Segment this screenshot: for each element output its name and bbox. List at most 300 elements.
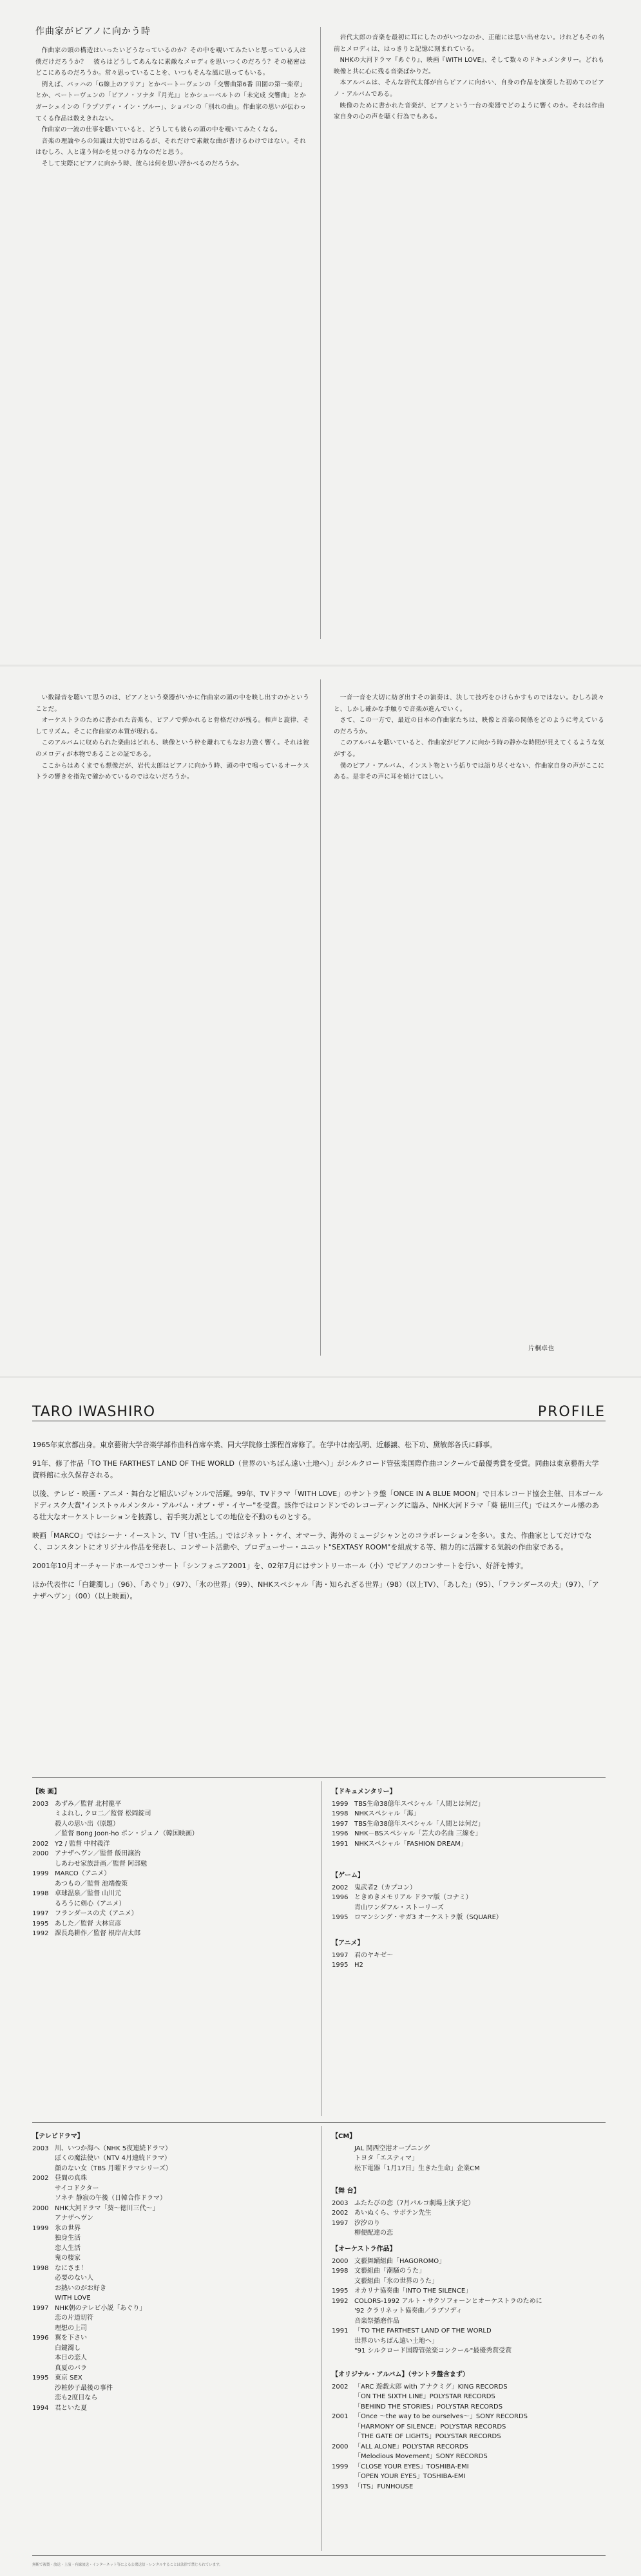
credit-year: 2002 [32, 2175, 49, 2182]
credit-title: ／監督 Bong Joon-ho ポン・ジュノ（韓国映画） [55, 1830, 198, 1837]
profile-panel [0, 1378, 641, 2576]
credit-item [332, 2382, 609, 2392]
credit-title: WITH LOVE [55, 2295, 91, 2302]
section-heading: 【オリジナル・アルバム】（サントラ盤含まず） [332, 2371, 469, 2378]
credit-title: 君のヤキゼ〜 [354, 1951, 393, 1959]
credit-title: TBS生命38億年スペシャル「人間とは何だ」 [354, 1800, 484, 1808]
credit-item [32, 2304, 309, 2314]
section-heading: 【アニメ】 [332, 1940, 364, 1947]
credit-year: 1999 [32, 1870, 49, 1877]
credit-year: 1992 [332, 2297, 349, 2305]
credit-item [332, 1829, 609, 1839]
credit-year: 2000 [32, 2204, 49, 2212]
credit-year: 1997 [332, 1951, 349, 1959]
credit-year [332, 2452, 354, 2462]
credits-cm [332, 2132, 609, 2174]
credit-year [32, 2244, 55, 2254]
bio-paragraph: 映画「MARCO」ではシーナ・イーストン、TV「甘い生活。」ではジネット・ケイ、オマーラ、海外のミュージシャンとのコラボレーションを多い。また、作曲家としてだけでなく、コンスタントにオリジナル作品を発表し、コンサート活動や、プロデューサー・ユニット"SEXTASY ROOM"を組成する等、精力的に活躍する気鋭の作曲家である。 [32, 1531, 592, 1551]
credit-title: 恋の片道切符 [55, 2315, 93, 2322]
credit-item [32, 2383, 309, 2394]
credit-item [332, 2346, 609, 2356]
artist-name: TARO IWASHIRO [32, 1404, 156, 1420]
credit-title: なにさま！ [55, 2264, 87, 2272]
credit-title: 「OPEN YOUR EYES」TOSHIBA-EMI [354, 2473, 466, 2480]
essay-paragraph: 岩代太郎の音楽を最初に耳にしたのがいつなのか、正確には思い出せない。けれどもその名前とメロディは、はっきりと記憶に刻まれている。 [334, 34, 604, 53]
credit-year [32, 2233, 55, 2244]
credit-item [332, 1913, 609, 1923]
credit-title: あつもの／監督 池端俊策 [55, 1880, 128, 1888]
credit-year: 2003 [332, 2199, 349, 2207]
credit-year [332, 2422, 354, 2432]
credit-year [32, 2284, 55, 2294]
credit-item [332, 2472, 609, 2482]
credits-orchestra [332, 2244, 609, 2356]
credit-title: 文藝組曲「氷の世界のうた」 [354, 2277, 438, 2285]
section-rule [32, 1777, 606, 1778]
credit-item [32, 2393, 309, 2403]
credit-title: あずみ／監督 北村龍平 [55, 1800, 122, 1808]
column-divider [320, 27, 321, 639]
credit-year [32, 1829, 55, 1839]
essay-paragraph: 音楽の理論やらの知識は大切ではあるが、それだけで素敵な曲が書けるわけではない。それはむしろ、人と違う何かを見つける力なのだと思う。 [35, 137, 306, 156]
profile-header [32, 1404, 606, 1421]
credit-title: 「THE GATE OF LIGHTS」POLYSTAR RECORDS [354, 2433, 501, 2440]
essay-right-column [334, 32, 604, 123]
credit-year [32, 1809, 55, 1819]
credit-year [32, 2313, 55, 2324]
credit-item [332, 2452, 609, 2462]
essay-paragraph: 作曲家の頭の構造はいったいどうなっているのか？その中を覗いてみたいと思っている人は僕だけだろうか？ 彼らはどうしてあんなに素敵なメロディを思いつくのだろう？その秘密はどこにあるのだろうか。常々思っていることを、いつもそんな風に思ってもいる。 [35, 47, 306, 77]
credit-year: 1997 [332, 2219, 349, 2227]
credit-title: 青山ワンダフル・ストーリーズ [354, 1904, 444, 1911]
credit-title: 「Melodious Movement」SONY RECORDS [354, 2453, 488, 2460]
credit-item [32, 1799, 309, 1810]
profile-heading: PROFILE [537, 1404, 606, 1420]
credit-title: 君といた夏 [55, 2404, 87, 2412]
credit-year [332, 2154, 354, 2164]
credit-year: 2002 [332, 1884, 349, 1891]
credit-item [32, 2244, 309, 2254]
essay-paragraph: 本アルバムは、そんな岩代太郎が自らピアノに向かい、自身の作品を演奏した初めてのピアノ・アルバムである。 [334, 79, 604, 98]
bio-paragraph: 91年、修了作品「TO THE FARTHEST LAND OF THE WORLD（世界のいちばん遠い土地へ）」がシルクロード管弦楽国際作曲コンクールで最優秀賞を受賞。同曲は東京藝術大学資料館に永久保存される。 [32, 1459, 599, 1479]
credit-year: 1996 [32, 2334, 49, 2342]
credit-item [332, 2277, 609, 2287]
credit-title: 「Once 〜the way to be ourselves〜」SONY RECORDS [354, 2413, 528, 2420]
credit-year [32, 2213, 55, 2224]
credit-year: 2002 [32, 1840, 49, 1848]
credit-item [32, 2324, 309, 2334]
credit-year [32, 2253, 55, 2264]
credit-title: 柳便配達の恋 [354, 2230, 393, 2237]
credit-year [332, 1903, 354, 1913]
credit-year: 1993 [332, 2483, 349, 2490]
credit-item [32, 2313, 309, 2324]
credit-title: NHK朝のテレビ小説「あぐり」 [55, 2304, 146, 2312]
credit-item [332, 2442, 609, 2452]
essay-panel-2 [0, 667, 641, 1378]
credit-year [332, 2144, 354, 2154]
credit-year: 1999 [332, 1800, 349, 1808]
credit-item [332, 2257, 609, 2267]
credit-item [332, 2208, 609, 2219]
section-heading: 【テレビドラマ】 [32, 2133, 84, 2140]
credits-game [332, 1871, 609, 1923]
credit-item [32, 1919, 309, 1929]
credit-year: 1999 [332, 2463, 349, 2470]
credit-year [332, 2346, 354, 2356]
credit-year: 1995 [332, 1914, 349, 1921]
section-rule [32, 2122, 606, 2123]
credit-year [32, 2273, 55, 2284]
credit-year [32, 2393, 55, 2403]
credit-title: 「ARC 遊戯太郎 with アナクミグ」KING RECORDS [354, 2383, 508, 2391]
essay-panel-1 [0, 0, 641, 667]
credit-year [32, 2324, 55, 2334]
credit-title: ふたたびの恋（7月パルコ劇場上演予定） [354, 2199, 475, 2207]
credit-year: 1996 [332, 1894, 349, 1901]
credit-item [32, 1839, 309, 1850]
credit-item [32, 1809, 309, 1819]
essay-paragraph: 作曲家の一流の仕事を聴いていると、どうしても彼らの頭の中を覗いてみたくなる。 [41, 126, 282, 134]
credit-title: 鬼の棲家 [55, 2255, 81, 2262]
credit-title: 松下電器「1月17日」生きた生命」企業CM [354, 2164, 480, 2172]
credit-title: 川、いつか海へ（NHK 5夜連続ドラマ） [55, 2145, 172, 2152]
credit-title: 氷の世界 [55, 2224, 81, 2232]
credit-item [32, 2284, 309, 2294]
essay-paragraph: 例えば、バッハの「G線上のアリア」とかベートーヴェンの「交響曲第6番 田園の第一楽章」とか、ベートーヴェンの「ピアノ・ソナタ『月光』」とかシューベルトの「未完成 交響曲」とかガーシュインの「ラプソディ・イン・ブルー」、ショパンの「別れの曲」。作曲家の思いが伝わってくる作品は数えきれない。 [35, 80, 306, 122]
credit-item [32, 2264, 309, 2274]
credit-year [332, 2164, 354, 2174]
credit-title: JAL 関西空港オープニング [354, 2145, 430, 2152]
credit-title: 沙粧妙子最後の事件 [55, 2384, 113, 2392]
credit-title: 「BEHIND THE STORIES」POLYSTAR RECORDS [354, 2403, 503, 2410]
essay-signature: 片桐卓也 [528, 1345, 554, 1352]
credit-year: 1992 [32, 1930, 49, 1937]
credit-title: COLORS-1992 アルト・サクソフォーンとオーケストラのために [354, 2297, 542, 2305]
credit-item [332, 2228, 609, 2239]
credit-title: アナザヘヴン [55, 2215, 93, 2222]
credit-year [32, 2344, 55, 2354]
credit-item [32, 2164, 309, 2174]
credit-item [332, 1839, 609, 1850]
credit-item [32, 2344, 309, 2354]
credit-item [32, 2174, 309, 2184]
credit-title: 理想の上司 [55, 2324, 87, 2332]
credit-year: 1996 [332, 1830, 349, 1837]
credit-item [32, 2333, 309, 2344]
credit-item [32, 2403, 309, 2414]
credit-year [32, 2293, 55, 2304]
credit-item [32, 2184, 309, 2194]
section-heading: 【ドキュメンタリー】 [332, 1788, 396, 1795]
credit-item [332, 2316, 609, 2327]
credit-title: 顔のない女（TBS 月曜ドラマシリーズ） [55, 2164, 172, 2172]
credit-title: 翼を下さい [55, 2334, 87, 2342]
credit-year: 2003 [32, 2145, 49, 2152]
credit-title: ロマンシング・サガ3 オーケストラ版（SQUARE） [354, 1914, 502, 1921]
credit-item [332, 1809, 609, 1819]
credit-year: 1995 [332, 1962, 349, 1969]
credit-item [332, 2164, 609, 2174]
credit-year: 1995 [332, 2287, 349, 2295]
credit-title: ソネチ 静寂の午後（日韓合作ドラマ） [55, 2195, 166, 2202]
credit-year [332, 2392, 354, 2402]
credit-item [32, 2253, 309, 2264]
credit-item [32, 2193, 309, 2204]
credit-year [32, 2184, 55, 2194]
credit-item [32, 1889, 309, 1899]
credit-item [32, 2373, 309, 2383]
credit-year [32, 2363, 55, 2374]
credit-title: 鬼武者2（カプコン） [354, 1884, 416, 1891]
credit-title: 恋も2度目なら [55, 2394, 98, 2401]
credit-title: 文藝舞踊組曲「HAGOROMO」 [354, 2257, 446, 2265]
credit-item [332, 2199, 609, 2209]
credit-year [332, 2336, 354, 2347]
credit-item [32, 1929, 309, 1939]
bio-paragraph: 1965年東京都出身。東京藝術大学音楽学部作曲科首席卒業、同大学院修士課程首席修了。在学中は南弘明、近藤譲、松下功、黛敏郎各氏に師事。 [32, 1441, 497, 1449]
credit-item [332, 2422, 609, 2432]
bio-paragraph: 2001年10月オーチャードホールでコンサート「シンフォニア2001」を、02年7月にはサントリーホール（小）でピアノのコンサートを行い、好評を博す。 [32, 1562, 528, 1570]
credits-anime [332, 1938, 609, 1971]
credit-title: トヨタ「エスティマ」 [354, 2155, 418, 2162]
section-rule [32, 2555, 606, 2556]
credit-item [332, 2219, 609, 2229]
credit-year [32, 1819, 55, 1830]
credits-albums [332, 2370, 609, 2492]
credit-year [32, 2193, 55, 2204]
credit-item [332, 2336, 609, 2347]
credit-title: フランダースの犬（アニメ） [55, 1910, 138, 1917]
credit-year: 1997 [32, 1910, 49, 1917]
credit-year [332, 2472, 354, 2482]
credit-title: サイコドクター [55, 2184, 99, 2192]
credit-title: 汐汐のり [354, 2219, 380, 2227]
credit-item [32, 2363, 309, 2374]
profile-bio [32, 1439, 606, 1609]
credit-title: ときめきメモリアル ドラマ版（コナミ） [354, 1894, 472, 1901]
credit-title: 課長島耕作／監督 根岸吉太郎 [55, 1930, 141, 1937]
credit-title: 「HARMONY OF SILENCE」POLYSTAR RECORDS [354, 2423, 506, 2430]
credit-title: 「TO THE FARTHEST LAND OF THE WORLD [354, 2327, 492, 2334]
credit-title: 「ITS」FUNHOUSE [354, 2483, 414, 2490]
credit-item [32, 1899, 309, 1909]
credit-item [332, 2392, 609, 2402]
credit-year: 2002 [332, 2210, 349, 2217]
essay-title: 作曲家がピアノに向かう時 [35, 26, 151, 37]
credit-item [32, 2144, 309, 2154]
credit-title: 独身生活 [55, 2235, 81, 2242]
credit-year: 1991 [332, 2327, 349, 2334]
credit-item [332, 2266, 609, 2277]
credit-item [32, 1859, 309, 1870]
credit-title: 世界のいちばん遠い土地へ」 [354, 2337, 438, 2345]
credit-title: 「CLOSE YOUR EYES」TOSHIBA-EMI [354, 2463, 469, 2470]
credit-title: 殺人の思い出（原題） [55, 1820, 119, 1828]
credit-year: 1998 [32, 2264, 49, 2272]
credit-title: 本日の恋人 [55, 2354, 87, 2362]
credit-year: 2000 [332, 2257, 349, 2265]
essay-right-column [334, 692, 604, 783]
essay-paragraph: 一音一音を大切に紡ぎ出すその演奏は、決して技巧をひけらかすものではない。むしろ淡々と、しかし確かな手触りで音楽が進んでいく。 [334, 694, 604, 713]
essay-paragraph: ここからはあくまでも想像だが、岩代太郎はピアノに向かう時、頭の中で鳴っているオーケストラの響きを指先で確かめているのではないだろうか。 [35, 762, 309, 781]
credit-year [32, 1899, 55, 1909]
credit-title: Y2 / 監督 中村義洋 [55, 1840, 110, 1848]
credit-title: お熱いのがお好き [55, 2284, 106, 2292]
section-heading: 【オーケストラ作品】 [332, 2246, 396, 2253]
credit-title: 「ON THE SIXTH LINE」POLYSTAR RECORDS [354, 2393, 495, 2400]
credit-item [332, 2412, 609, 2422]
credit-year: 1999 [32, 2224, 49, 2232]
credit-year [32, 1859, 55, 1870]
credit-title: るろうに剣心（アニメ） [55, 1900, 126, 1908]
credit-title: NHK大河ドラマ「葵〜徳川三代〜」 [55, 2204, 159, 2212]
credit-title: NHK－BSスペシャル「芸大の名曲 三線を」 [354, 1830, 482, 1837]
credit-year [32, 1879, 55, 1889]
credit-year: 1997 [332, 1820, 349, 1828]
credit-item [32, 1869, 309, 1879]
credit-title: 卓球温泉／監督 山川元 [55, 1890, 122, 1897]
credit-title: 「ALL ALONE」POLYSTAR RECORDS [354, 2443, 468, 2450]
credit-year: 1998 [332, 1810, 349, 1817]
essay-paragraph: い数録音を聴いて思うのは、ピアノという楽器がいかに作曲家の頭の中を映し出すのかということだ。 [35, 694, 309, 713]
credit-item [32, 2273, 309, 2284]
credit-item [332, 2286, 609, 2297]
essay-left-column [35, 692, 309, 783]
essay-paragraph: このアルバムを聴いていると、作曲家がピアノに向かう時の静かな時間が見えてくるような気がする。 [334, 739, 604, 758]
credit-year [332, 2228, 354, 2239]
credit-item [332, 1893, 609, 1903]
credit-title: TBS生命38億年スペシャル「人間とは何だ」 [354, 1820, 484, 1828]
credit-item [332, 2297, 609, 2307]
credit-year [332, 2432, 354, 2442]
credit-year: 2003 [32, 1800, 49, 1808]
section-heading: 【CM】 [332, 2133, 356, 2140]
credit-year: 1994 [32, 2404, 49, 2412]
credit-item [332, 2144, 609, 2154]
credit-item [332, 2432, 609, 2442]
essay-paragraph: このアルバムに収められた楽曲はどれも、映像という枠を離れてもなお力強く響く。それは彼のメロディが本物であることの証である。 [35, 739, 309, 758]
credit-item [32, 1879, 309, 1889]
credit-item [32, 2353, 309, 2363]
credit-year: 1991 [332, 1840, 349, 1848]
credit-year [332, 2402, 354, 2412]
credit-year: 2001 [332, 2413, 349, 2420]
essay-paragraph: 映像のために書かれた音楽が、ピアノという一台の楽器でどのように響くのか。それは作曲家自身の心の声を聴く行為でもある。 [334, 102, 604, 121]
credit-item [32, 2293, 309, 2304]
credit-item [332, 2154, 609, 2164]
essay-paragraph: オーケストラのために書かれた音楽も、ピアノで弾かれると骨格だけが残る。和声と旋律、そしてリズム。そこに作曲家の本質が現れる。 [35, 717, 309, 735]
credit-title: ミよれし, クロ二／監督 松岡錠司 [55, 1810, 151, 1817]
credit-title: '92 クラリネット協奏曲／ラプソディ [354, 2307, 463, 2315]
credit-item [32, 2154, 309, 2164]
credit-title: あした／監督 大林宣彦 [55, 1920, 122, 1927]
credit-title: アナザヘヴン／監督 飯田譲治 [55, 1850, 141, 1857]
credit-title: ぼくの魔法使い（NTV 4月連続ドラマ） [55, 2155, 171, 2162]
credit-item [332, 1799, 609, 1810]
credit-item [332, 1903, 609, 1913]
essay-paragraph: NHKの大河ドラマ『あぐり』、映画『WITH LOVE』、そして数々のドキュメンタリー。どれも映像と共に心に残る音楽ばかりだ。 [334, 57, 604, 75]
credit-item [32, 1819, 309, 1830]
credit-item [332, 2462, 609, 2472]
credit-title: 昼間の真珠 [55, 2175, 87, 2182]
credit-item [32, 2224, 309, 2234]
credit-title: オカリナ協奏曲「INTO THE SILENCE」 [354, 2287, 472, 2295]
credit-item [332, 1819, 609, 1830]
credits-documentary [332, 1787, 609, 1849]
credit-item [332, 1951, 609, 1961]
credit-year: 1997 [32, 2304, 49, 2312]
credit-year [332, 2277, 354, 2287]
column-divider [320, 679, 321, 1356]
credit-item [332, 1960, 609, 1971]
credit-title: H2 [354, 1962, 363, 1969]
credit-title: NHKスペシャル「FASHION DREAM」 [354, 1840, 467, 1848]
bio-paragraph: 以後、テレビ・映画・アニメ・舞台など幅広いジャンルで活躍。99年、TVドラマ「WITH LOVE」のサントラ盤「ONCE IN A BLUE MOON」で日本レコード協会主催、日本ゴールドディスク大賞"インストゥルメンタル・アルバム・オブ・ザ・イヤー"を受賞。該作ではロンドンでのレコーディングに臨み、NHK大河ドラマ「葵 徳川三代」ではスケール感のある壮大なオーケストレーションを披露し、若手実力派としての地位を不動のものとする。 [32, 1490, 604, 1521]
section-heading: 【映 画】 [32, 1788, 61, 1795]
bio-paragraph: ほか代表作に「白鍵濁し」（96）、「あぐり」（97）、「氷の世界」（99）、NHKスペシャル「海・知られざる世界」（98）（以上TV）、「あした」（95）、「フランダースの犬」（97）、「アナザヘヴン」（00）（以上映画）。 [32, 1580, 599, 1600]
credit-title: 音楽祭播磨作品 [354, 2317, 399, 2325]
credit-year [32, 2154, 55, 2164]
credit-item [32, 1909, 309, 1919]
credit-title: 東京 SEX [55, 2374, 82, 2382]
credit-year [32, 2164, 55, 2174]
footer-legal: 無断で複製・放送・上演・有線放送・インターネット等による公衆送信・レンタルすることは法律で禁じられています。 [32, 2563, 223, 2567]
essay-paragraph: そして実際にピアノに向かう時、彼らは何を思い浮かべるのだろうか。 [41, 160, 244, 167]
credit-year: 1995 [32, 1920, 49, 1927]
credit-year: 2002 [332, 2383, 349, 2391]
credit-title: 真夏のバラ [55, 2364, 87, 2372]
credit-item [32, 2204, 309, 2214]
credit-title: しあわせ家族計画／監督 阿部勉 [55, 1860, 148, 1868]
credit-year [32, 2353, 55, 2363]
credit-item [32, 2213, 309, 2224]
credit-title: NHKスペシャル「海」 [354, 1810, 420, 1817]
credit-year [32, 2383, 55, 2394]
credit-year: 2000 [32, 1850, 49, 1857]
essay-left-column [35, 45, 306, 170]
section-heading: 【ゲーム】 [332, 1872, 364, 1879]
essay-paragraph: さて、この一方で、最近の日本の作曲家たちは、映像と音楽の関係をどのように考えているのだろうか。 [334, 717, 604, 735]
credit-item [32, 2233, 309, 2244]
credit-item [332, 2402, 609, 2412]
credit-year: 2000 [332, 2443, 349, 2450]
credit-year [332, 2316, 354, 2327]
credit-title: 必要のない人 [55, 2275, 93, 2282]
credit-item [32, 1829, 309, 1839]
credits-tv [32, 2132, 309, 2413]
credit-item [332, 2306, 609, 2316]
credit-year [332, 2306, 354, 2316]
credit-title: 白鍵濁し [55, 2344, 81, 2352]
credit-item [32, 1849, 309, 1859]
credit-year: 1998 [32, 1890, 49, 1897]
credit-title: "91 シルクロード国際管弦楽コンクール"最優秀賞受賞 [354, 2347, 512, 2354]
credit-item [332, 2326, 609, 2336]
credits-stage [332, 2186, 609, 2239]
credit-title: MARCO（アニメ） [55, 1870, 111, 1877]
essay-paragraph: 僕のピアノ・アルバム、インスト物という括りでは語り尽くせない、作曲家自身の声がここにある。是非その声に耳を傾けてほしい。 [334, 762, 604, 781]
credits-film [32, 1787, 309, 1939]
section-heading: 【舞 台】 [332, 2188, 360, 2195]
credit-title: 文藝組曲「潮騒のうた」 [354, 2268, 425, 2275]
credit-year: 1998 [332, 2268, 349, 2275]
credit-year: 1995 [32, 2374, 49, 2382]
credit-item [332, 1883, 609, 1893]
credit-title: 恋人生活 [55, 2244, 81, 2252]
credit-item [332, 2482, 609, 2492]
credit-title: あいぬくら、サボテン先生 [354, 2210, 432, 2217]
